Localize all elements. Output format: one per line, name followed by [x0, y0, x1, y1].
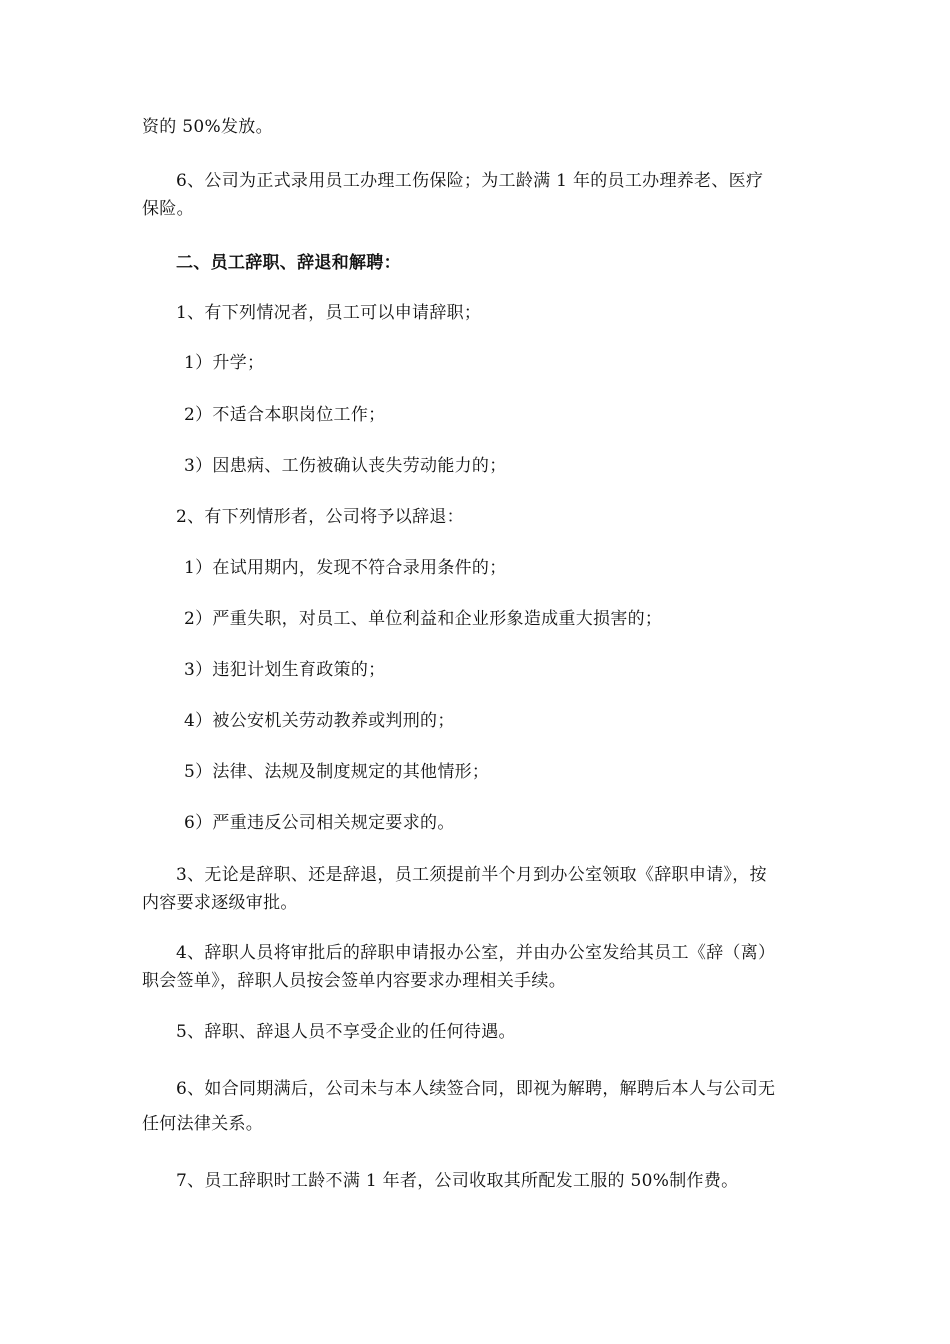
paragraph-line: 2、有下列情形者，公司将予以辞退：	[176, 507, 464, 527]
list-item: 3）违犯计划生育政策的；	[184, 660, 386, 680]
list-item: 2）不适合本职岗位工作；	[184, 405, 386, 425]
list-item: 3）因患病、工伤被确认丧失劳动能力的；	[184, 456, 507, 476]
paragraph-line: 职会签单》，辞职人员按会签单内容要求办理相关手续。	[142, 971, 566, 991]
paragraph-line: 1、有下列情况者，员工可以申请辞职；	[176, 303, 482, 323]
list-item: 6）严重违反公司相关规定要求的。	[184, 813, 455, 833]
paragraph-line: 6、公司为正式录用员工办理工伤保险；为工龄满 1 年的员工办理养老、医疗	[176, 171, 764, 191]
paragraph-line: 7、员工辞职时工龄不满 1 年者，公司收取其所配发工服的 50%制作费。	[176, 1171, 739, 1191]
list-item: 5）法律、法规及制度规定的其他情形；	[184, 762, 490, 782]
paragraph-line: 内容要求逐级审批。	[142, 893, 298, 913]
list-item: 4）被公安机关劳动教养或判刑的；	[184, 711, 455, 731]
paragraph-line: 保险。	[142, 199, 194, 219]
paragraph-line: 5、辞职、辞退人员不享受企业的任何待遇。	[176, 1022, 516, 1042]
list-item: 2）严重失职，对员工、单位利益和企业形象造成重大损害的；	[184, 609, 663, 629]
paragraph-line: 资的 50%发放。	[142, 117, 273, 137]
paragraph-line: 4、辞职人员将审批后的辞职申请报办公室，并由办公室发给其员工《辞（离）	[176, 943, 776, 963]
paragraph-line: 6、如合同期满后，公司未与本人续签合同，即视为解聘，解聘后本人与公司无	[176, 1079, 776, 1099]
list-item: 1）升学；	[184, 353, 265, 373]
section-heading: 二、员工辞职、辞退和解聘：	[176, 253, 401, 273]
paragraph-line: 任何法律关系。	[142, 1114, 264, 1134]
list-item: 1）在试用期内，发现不符合录用条件的；	[184, 558, 507, 578]
paragraph-line: 3、无论是辞职、还是辞退，员工须提前半个月到办公室领取《辞职申请》，按	[176, 865, 767, 885]
